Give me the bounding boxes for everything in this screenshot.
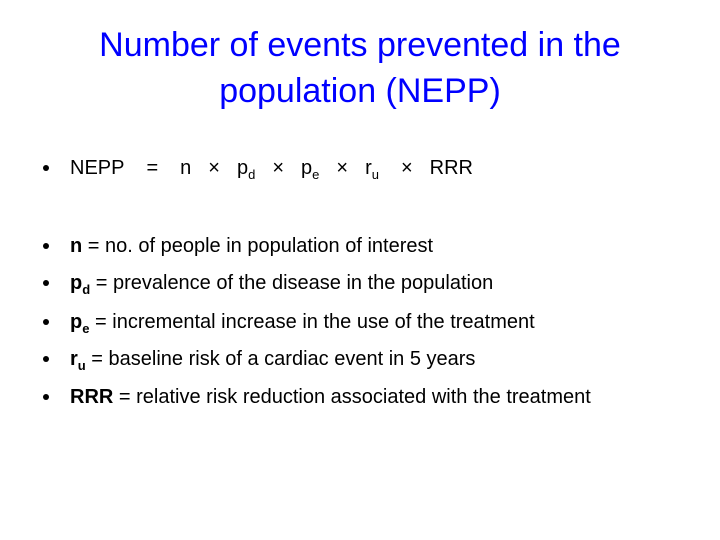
formula-lhs: NEPP [70, 157, 125, 179]
formula-pd-subscript: d [248, 167, 256, 182]
nepp-formula [70, 155, 678, 183]
definition-description: = baseline risk of a cardiac event in 5 years [85, 348, 476, 370]
definition-text [70, 309, 678, 337]
definition-symbol: n [70, 235, 83, 257]
definition-description: = relative risk reduction associated with the treatment [113, 386, 591, 408]
definition-symbol: p [70, 311, 83, 333]
formula-pe [301, 155, 319, 183]
definition-description: = incremental increase in the use of the treatment [89, 311, 535, 333]
definition-description: = prevalence of the disease in the population [90, 272, 494, 294]
definition-text [70, 233, 678, 259]
formula-ru-subscript: u [371, 167, 379, 182]
definition-text [70, 384, 678, 410]
formula-pe-symbol: p [301, 157, 313, 179]
formula-ru [365, 155, 379, 183]
formula-pe-subscript: e [312, 167, 320, 182]
formula-pd [237, 155, 255, 183]
formula-times-2: × [272, 157, 285, 179]
formula-equals: = [146, 157, 159, 179]
formula-times-3: × [336, 157, 349, 179]
formula-times-1: × [208, 157, 220, 179]
formula-ru-symbol: r [365, 157, 372, 179]
definition-symbol: RRR [70, 386, 114, 408]
definition-symbol: p [70, 272, 83, 294]
formula-rrr: RRR [429, 157, 473, 179]
definition-subscript: u [77, 358, 86, 373]
definition-text [70, 270, 678, 298]
definition-text [70, 346, 678, 374]
title-line-1: Number of events prevented in the [99, 26, 621, 64]
formula-pd-symbol: p [236, 157, 249, 179]
slide-title [30, 22, 690, 114]
definition-subscript: e [82, 321, 90, 336]
definition-subscript: d [82, 282, 91, 297]
definition-description: = no. of people in population of interest [82, 235, 434, 257]
formula-n: n [180, 157, 192, 179]
definition-symbol: r [70, 348, 78, 370]
title-line-2: population (NEPP) [219, 72, 501, 110]
formula-times-4: × [400, 157, 413, 179]
